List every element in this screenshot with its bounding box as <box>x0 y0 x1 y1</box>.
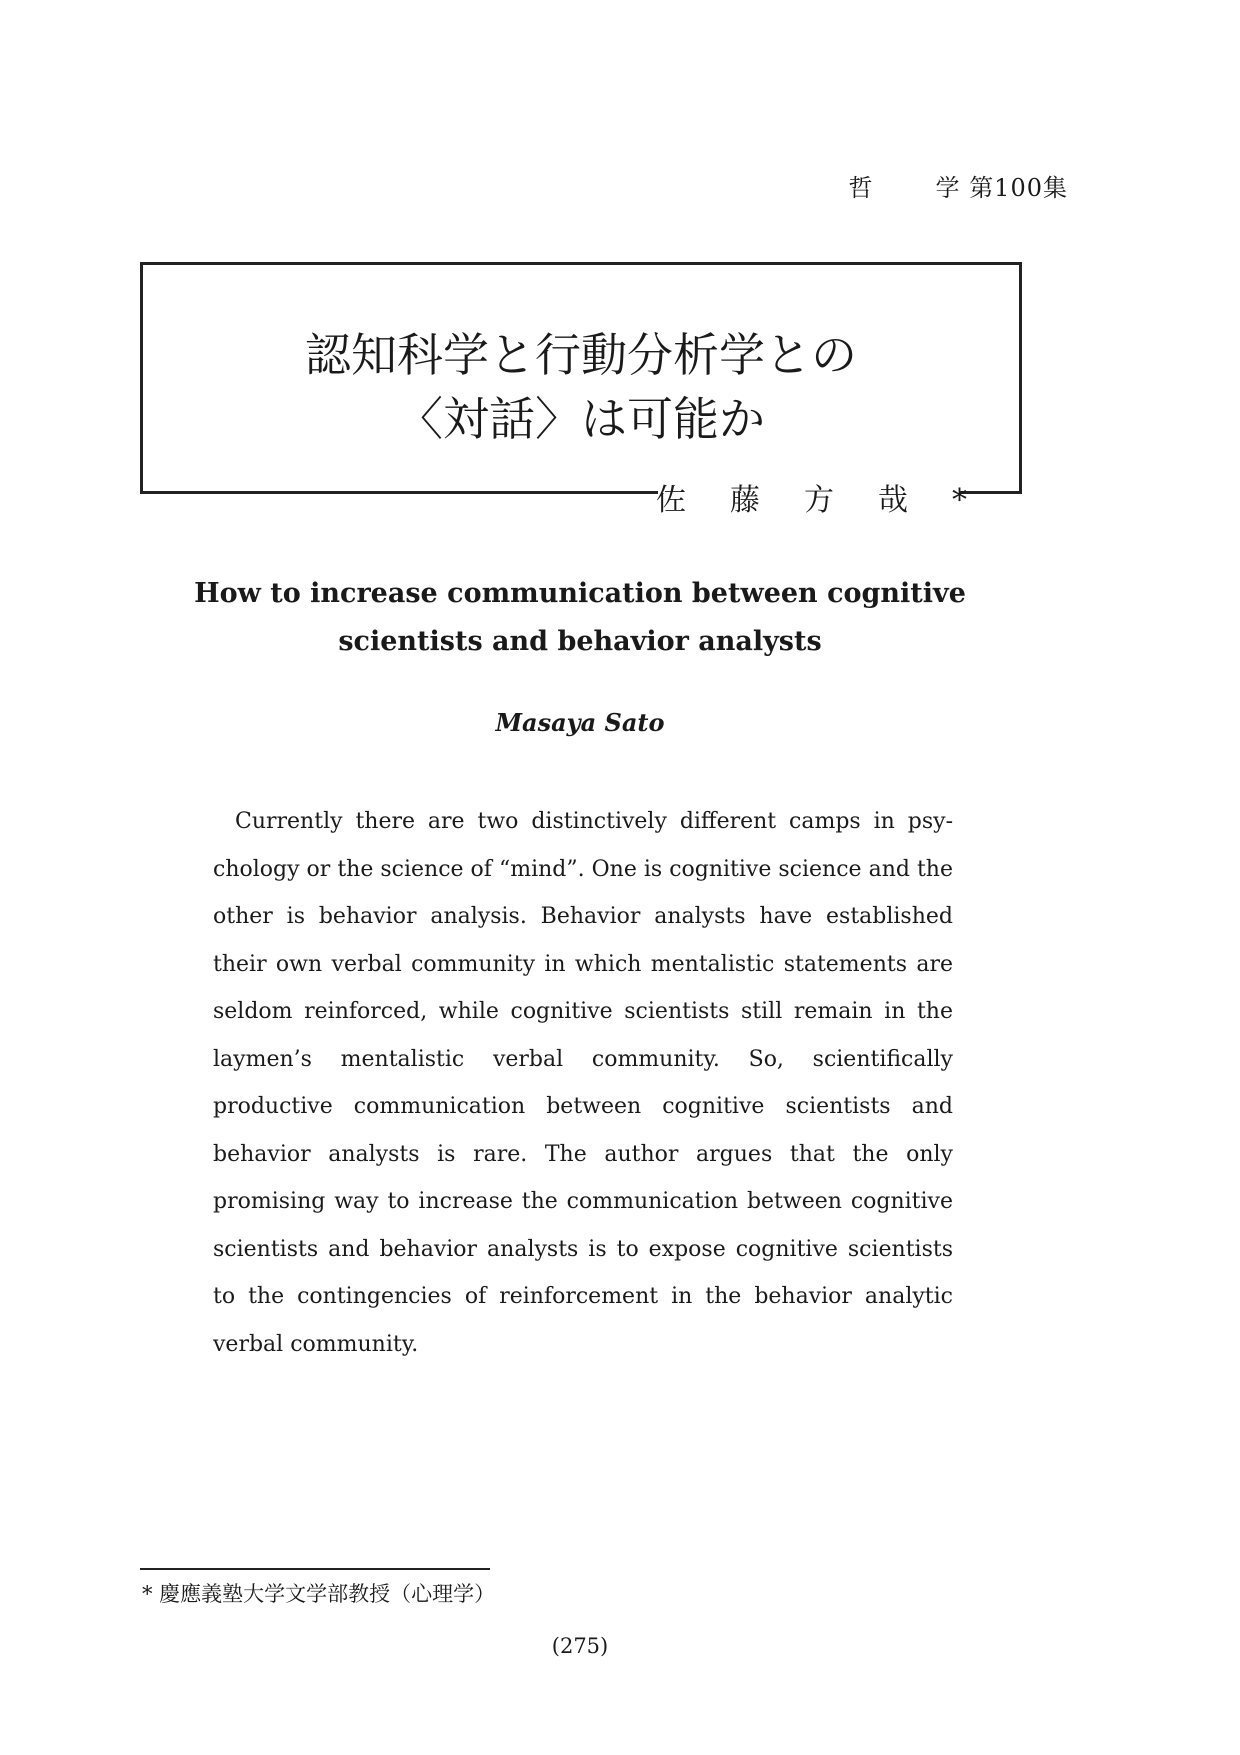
english-author: Masaya Sato <box>495 708 665 737</box>
journal-name-part2: 学 <box>935 174 961 202</box>
author-rule-left <box>140 491 658 494</box>
author-rule-right <box>960 491 1022 494</box>
footnote-rule <box>140 1568 490 1570</box>
japanese-title-line1: 認知科学と行動分析学との <box>305 328 857 382</box>
abstract-text: Currently there are two distinctively different camps in psychology or the science of “mind”. One is cognitive science and the other is behavior analysis. Behavior analysts have established their own verbal community in which mentalistic statements are seldom reinforced, while cognitive scientists still remain in the laymen’s mentalistic verbal community. So, scientifically productive communication between cognitive scientists and behavior analysts is rare. The author argues that the only promising way to increase the communication between cognitive scientists and behavior analysts is to expose cognitive scientists to the contingencies of reinforcement in the behavior analytic verbal community. <box>213 809 953 1357</box>
english-title <box>160 570 1000 666</box>
author-footnote-mark: * <box>952 483 967 518</box>
page-number: (275) <box>551 1634 609 1658</box>
english-title-line1: How to increase communication between cognitive <box>194 578 966 609</box>
japanese-author <box>656 475 967 519</box>
english-title-line2: scientists and behavior analysts <box>338 626 822 657</box>
japanese-title <box>143 323 1019 451</box>
title-frame <box>140 262 1022 491</box>
journal-name-part1: 哲 <box>848 174 874 202</box>
japanese-author-name: 佐藤方哉 <box>656 483 952 518</box>
japanese-title-line2: 〈対話〉は可能か <box>397 392 765 446</box>
footnote-affiliation: * 慶應義塾大学文学部教授（心理学） <box>142 1582 496 1606</box>
journal-header <box>849 168 1068 203</box>
journal-volume: 第100集 <box>969 174 1068 202</box>
